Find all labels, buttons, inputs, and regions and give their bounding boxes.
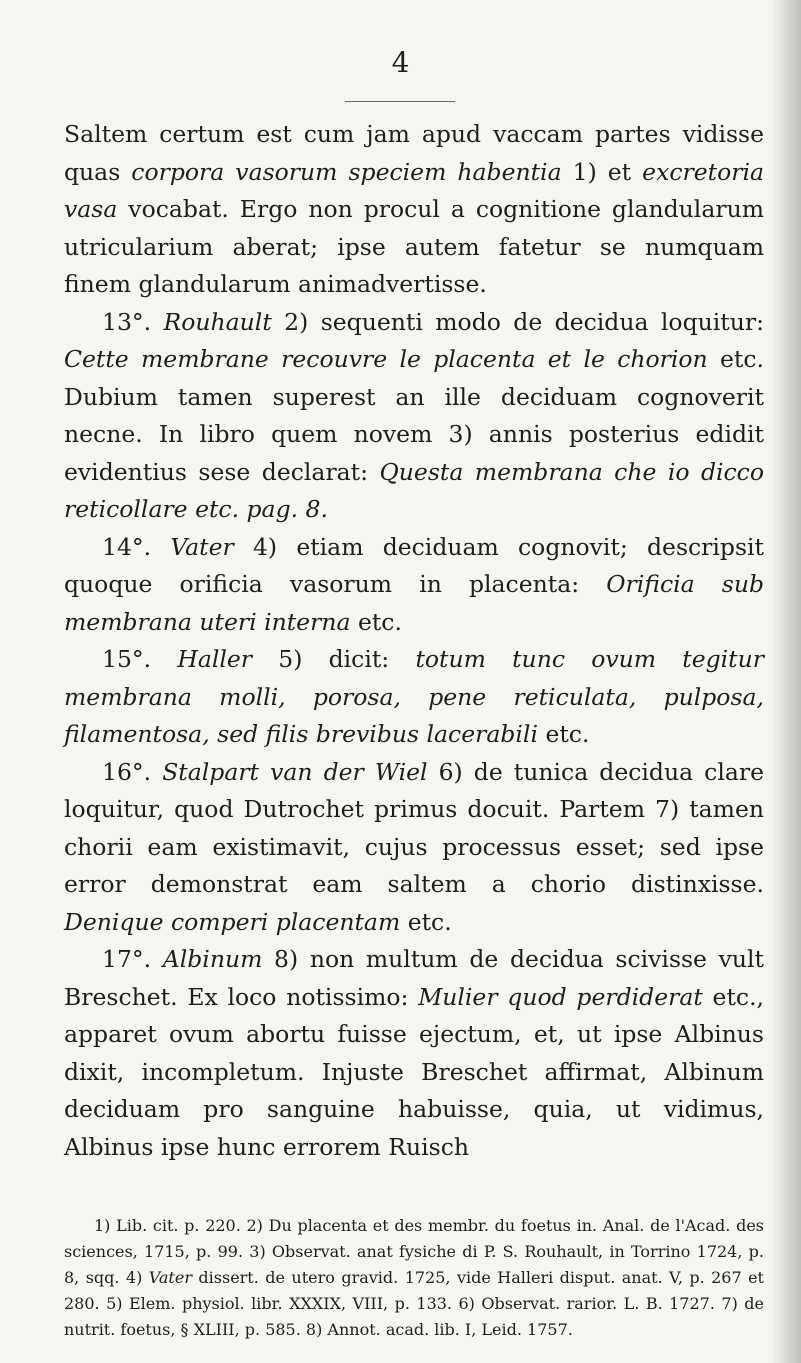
text-run: 15°. bbox=[102, 645, 178, 673]
italic-text: Albinum bbox=[162, 945, 263, 973]
text-run: etc. bbox=[537, 720, 590, 748]
italic-text: Haller bbox=[177, 645, 253, 673]
text-run: etc. bbox=[400, 907, 452, 936]
italic-text: Vater bbox=[170, 532, 234, 561]
page-edge-shadow bbox=[771, 0, 801, 1363]
text-run: Saltem certum est cum jam apud vaccam partes vidisse quas bbox=[64, 120, 764, 186]
italic-text: Questa membrana che io dicco reticollare etc. pag. 8. bbox=[64, 457, 764, 523]
text-run: 2) sequenti modo de decidua loquitur: bbox=[271, 307, 764, 336]
italic-text: Stalpart van der Wiel bbox=[162, 757, 428, 786]
text-run: 1) et bbox=[561, 157, 643, 186]
paragraph-17-albinus bbox=[64, 941, 764, 1166]
text-run: etc., apparet ovum abortu fuisse ejectum, et, ut ipse Albinus dixit, incompletum. Injuste Breschet affirmat, Albinum deciduam pro sanguine habuisse, quia, ut vidimus, Albinus ipse hunc errorem Ruisch bbox=[64, 982, 765, 1161]
body-text bbox=[64, 116, 764, 1166]
text-run: 14°. bbox=[102, 532, 171, 561]
page-number: 4 bbox=[391, 46, 410, 79]
paragraph-14-vater bbox=[64, 529, 764, 642]
italic-text: Rouhault bbox=[163, 307, 272, 336]
italic-text: Vater bbox=[148, 1268, 192, 1287]
paragraph-16-stalpart bbox=[64, 754, 764, 942]
paragraph-15-haller bbox=[64, 641, 764, 754]
italic-text: Mulier quod perdiderat bbox=[418, 982, 703, 1011]
text-run: 5) dicit: bbox=[252, 645, 416, 673]
text-run: dissert. de utero gravid. 1725, vide Halleri disput. anat. V, p. 267 et 280. 5) Elem. physiol. libr. XXXIX, VIII, p. 133. 6) Observat. rarior. L. B. 1727. 7) de nutrit. foetus, § XLIII, p. 585. 8) Annot. acad. lib. I, Leid. 1757. bbox=[64, 1268, 764, 1339]
footnote-block bbox=[64, 1213, 764, 1343]
italic-text: corpora vasorum speciem habentia bbox=[131, 157, 562, 186]
italic-text: Denique comperi placentam bbox=[64, 907, 401, 936]
paragraph-13-rouhault bbox=[64, 304, 764, 529]
header-rule bbox=[345, 101, 455, 102]
italic-text: Cette membrane recouvre le placenta et le chorion bbox=[64, 345, 708, 373]
text-run: 4) etiam deciduam cognovit; descripsit quoque orificia vasorum in placenta: bbox=[64, 532, 764, 598]
italic-text: Orificia sub membrana uteri interna bbox=[64, 570, 764, 636]
text-run: etc. bbox=[350, 607, 402, 636]
text-run: 8) non multum de decidua scivisse vult Breschet. Ex loco notissimo: bbox=[64, 945, 764, 1011]
text-run: 6) de tunica decidua clare loquitur, quod Dutrochet primus docuit. Partem 7) tamen chorii eam existimavit, cujus processus esset; sed ipse error demonstrat eam saltem a chorio distinxisse. bbox=[64, 757, 765, 898]
text-run: etc. Dubium tamen superest an ille deciduam cognoverit necne. In libro quem novem 3) annis posterius edidit evidentius sese declarat: bbox=[64, 345, 764, 486]
text-run: 16°. bbox=[102, 757, 163, 786]
italic-text: totum tunc ovum tegitur membrana molli, porosa, pene reticulata, pulposa, filamentosa, sed filis brevibus lacerabili bbox=[64, 645, 764, 748]
text-run: 17°. bbox=[102, 945, 163, 973]
footnotes bbox=[64, 1213, 764, 1343]
text-run: 13°. bbox=[102, 307, 164, 336]
text-run: 1) Lib. cit. p. 220. 2) Du placenta et des membr. du foetus in. Anal. de l'Acad. des sciences, 1715, p. 99. 3) Observat. anat fysiche di P. S. Rouhault, in Torrino 1724, p. 8, sqq. 4) bbox=[64, 1216, 764, 1287]
text-run: vocabat. Ergo non procul a cognitione glandularum utricularium aberat; ipse autem fatetur se numquam finem glandularum animadvertisse. bbox=[64, 195, 764, 298]
italic-text: excretoria vasa bbox=[64, 157, 764, 223]
paragraph-saltem bbox=[64, 116, 764, 304]
